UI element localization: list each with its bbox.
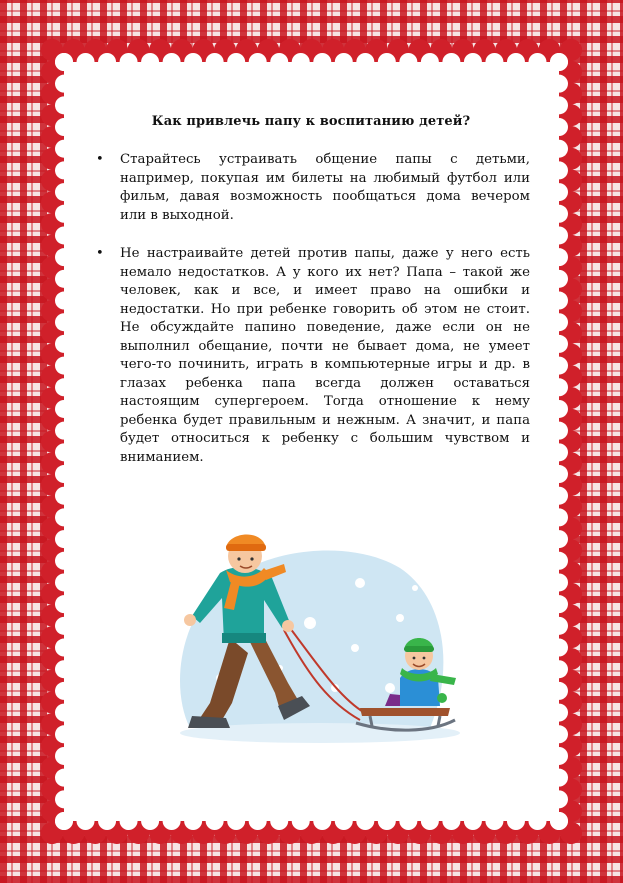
bullet-dot-icon: • <box>96 152 104 167</box>
bullet-dot-icon: • <box>96 246 104 261</box>
bullet-text: Не настраивайте детей против папы, даже у него есть немало недостатков. А у кого их нет? Папа – такой же человек, как и все, и имеет право на ошибки и недостатки. Но при ребенке говорить об этом не стоит. Не обсуждайте папино поведение, даже если он не выполнил обещание, почти не бывает дома, не умеет чего-то починить, играть в компьютерные игры и др. в глазах ребенка папа всегда должен оставаться настоящим супергероем. Тогда отношение к нему ребенка будет правильным и нежным. А значит, и папа будет относиться к ребенку с большим чувством и вниманием. <box>120 246 530 465</box>
bullet-text: Старайтесь устраивать общение папы с детьми, например, покупая им билеты на любимый футбол или фильм, давая возможность пообщаться дома вечером или в выходной. <box>120 152 530 223</box>
page-title: Как привлечь папу к воспитанию детей? <box>151 114 471 129</box>
article <box>92 114 530 487</box>
list-item <box>92 245 530 467</box>
father-pulling-child-on-sled-illustration <box>160 528 460 748</box>
list-item <box>92 151 530 225</box>
bullet-list <box>92 151 530 467</box>
